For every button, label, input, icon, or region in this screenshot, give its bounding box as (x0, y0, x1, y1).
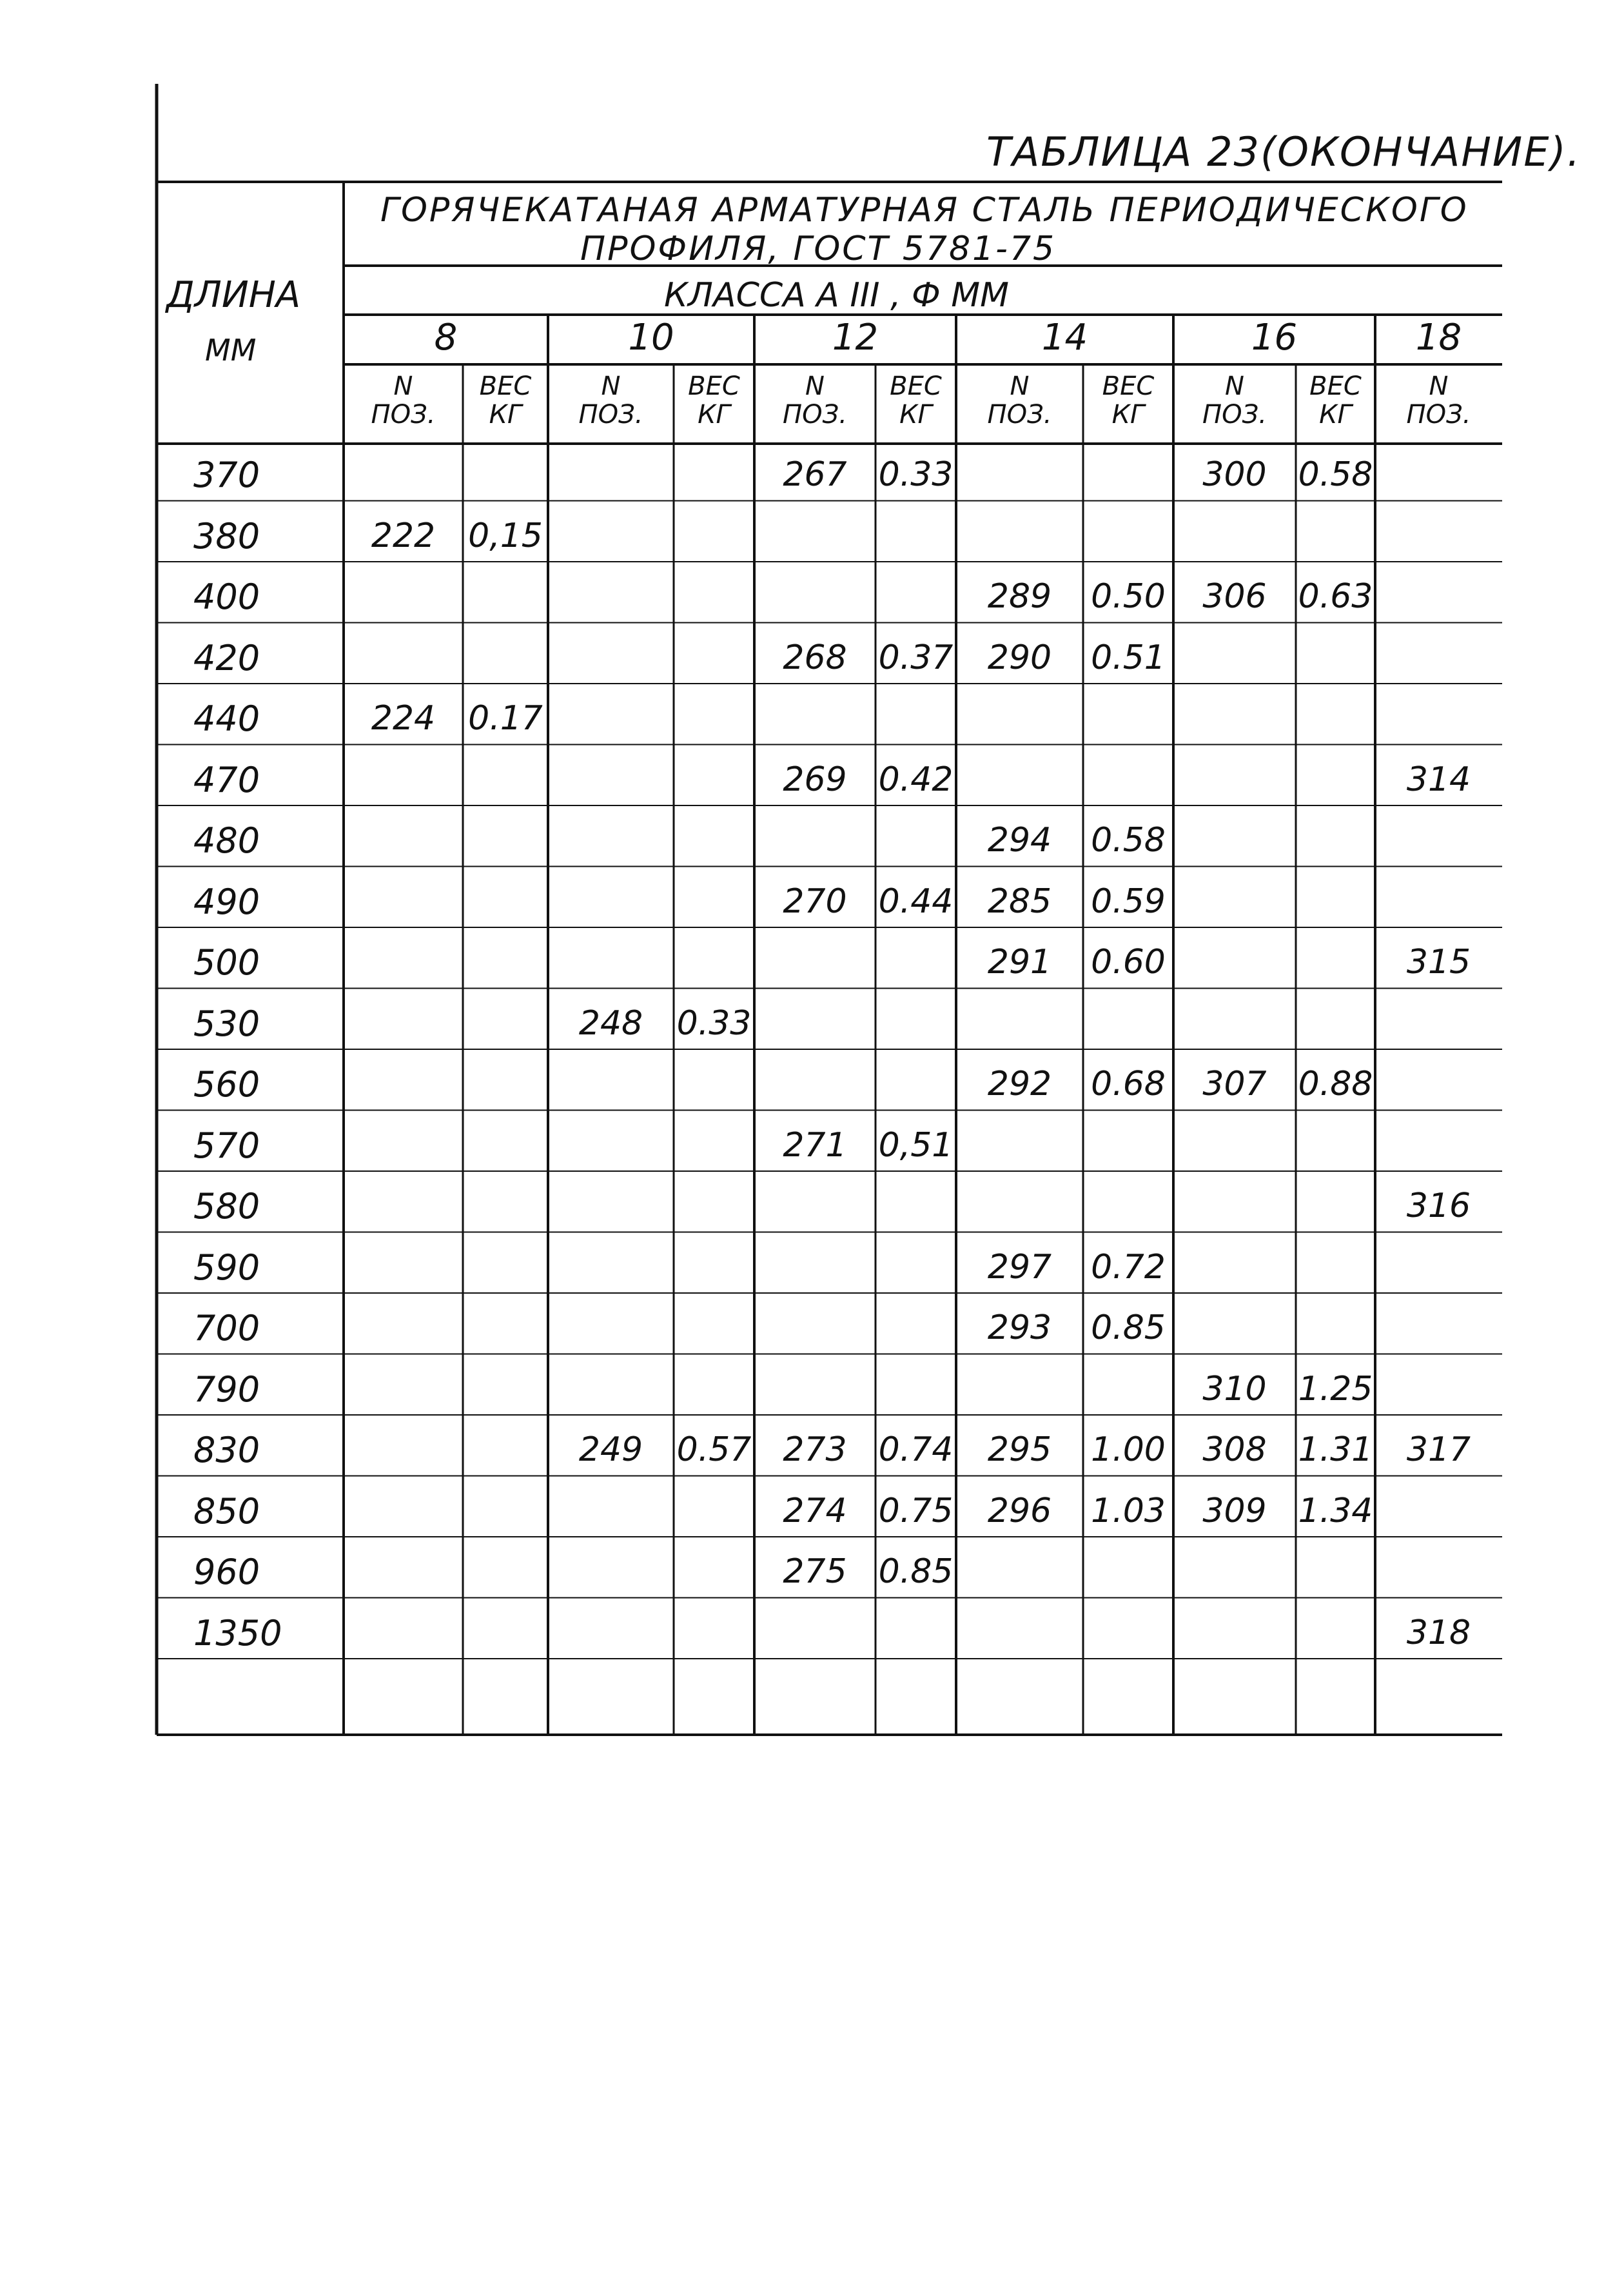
position-number: 309 (1202, 1491, 1267, 1530)
pos-header (754, 372, 876, 429)
length-value: 400 (193, 577, 260, 617)
diameter-header-10: 10 (628, 317, 674, 359)
pos-header-label: ПОЗ. (371, 400, 436, 430)
weight-header (674, 372, 754, 429)
pos-header-n: N (1429, 371, 1449, 401)
length-value: 440 (193, 698, 260, 739)
weight-value: 0.88 (1298, 1065, 1373, 1103)
weight-header-unit: КГ (899, 400, 932, 430)
group-header-line2: ПРОФИЛЯ, ГОСТ 5781-75 (580, 230, 1057, 268)
weight-value: 0.58 (1298, 455, 1373, 494)
position-number: 296 (987, 1491, 1052, 1530)
weight-header-label: ВЕС (479, 371, 532, 401)
length-value: 1350 (193, 1612, 282, 1654)
weight-value: 1.00 (1091, 1430, 1166, 1469)
pos-header-label: ПОЗ. (1406, 400, 1471, 430)
weight-value: 0,15 (468, 516, 543, 555)
position-number: 314 (1406, 760, 1471, 799)
position-number: 307 (1202, 1065, 1267, 1103)
pos-header (548, 372, 674, 429)
position-number: 297 (987, 1247, 1052, 1287)
length-value: 850 (193, 1490, 260, 1532)
position-number: 315 (1406, 943, 1471, 982)
length-value: 830 (193, 1430, 260, 1470)
position-number: 292 (987, 1065, 1052, 1103)
position-number: 293 (987, 1308, 1052, 1347)
position-number: 306 (1202, 577, 1267, 616)
length-value: 490 (193, 881, 260, 922)
length-value: 370 (193, 455, 260, 495)
pos-header-n: N (601, 371, 621, 401)
weight-header (463, 372, 548, 429)
pos-header-n: N (393, 371, 413, 401)
position-number: 249 (578, 1430, 643, 1469)
length-header-line1: ДЛИНА (166, 274, 301, 316)
weight-value: 0.57 (676, 1430, 752, 1469)
weight-value: 0.85 (1091, 1308, 1166, 1347)
group-header-line1: ГОРЯЧЕКАТАНАЯ АРМАТУРНАЯ СТАЛЬ ПЕРИОДИЧЕСКОГО (380, 191, 1469, 230)
position-number: 224 (371, 699, 436, 738)
position-number: 294 (987, 821, 1052, 860)
length-value: 420 (193, 637, 260, 678)
weight-value: 0.33 (878, 455, 954, 494)
pos-header (956, 372, 1083, 429)
position-number: 267 (783, 455, 847, 494)
weight-value: 0.58 (1091, 821, 1166, 860)
weight-header (1083, 372, 1173, 429)
position-number: 285 (987, 882, 1052, 921)
position-number: 289 (987, 577, 1052, 616)
weight-value: 0.63 (1298, 577, 1373, 616)
pos-header-label: ПОЗ. (1202, 400, 1267, 430)
weight-header (876, 372, 956, 429)
weight-value: 0.44 (878, 882, 954, 921)
position-number: 318 (1406, 1613, 1471, 1652)
weight-value: 0.42 (878, 760, 954, 799)
diameter-header-16: 16 (1251, 317, 1298, 359)
length-value: 560 (193, 1064, 260, 1105)
weight-header-unit: КГ (1111, 400, 1145, 430)
length-value: 500 (193, 942, 260, 983)
length-value: 960 (193, 1552, 260, 1592)
weight-value: 0.51 (1091, 638, 1166, 677)
length-value: 570 (193, 1125, 260, 1166)
position-number: 316 (1406, 1187, 1471, 1225)
position-number: 308 (1202, 1430, 1267, 1469)
diameter-header-14: 14 (1041, 317, 1088, 359)
weight-header-label: ВЕС (688, 371, 740, 401)
weight-value: 0.68 (1091, 1065, 1166, 1103)
weight-value: 1.03 (1091, 1491, 1166, 1530)
diameter-header-12: 12 (832, 317, 879, 359)
position-number: 290 (987, 638, 1052, 677)
position-number: 270 (783, 882, 847, 921)
weight-value: 0.33 (676, 1003, 752, 1043)
pos-header-n: N (1010, 371, 1030, 401)
length-value: 480 (193, 820, 260, 861)
weight-header-unit: КГ (1319, 400, 1352, 430)
weight-value: 0.75 (878, 1491, 954, 1530)
length-value: 530 (193, 1003, 260, 1044)
weight-value: 0,51 (878, 1125, 954, 1165)
weight-value: 0.59 (1091, 882, 1166, 921)
weight-value: 0.72 (1091, 1247, 1166, 1287)
pos-header (1375, 372, 1502, 429)
length-value: 700 (193, 1308, 260, 1348)
weight-header-label: ВЕС (1102, 371, 1155, 401)
length-value: 580 (193, 1186, 260, 1227)
weight-value: 0.37 (878, 638, 954, 677)
length-value: 590 (193, 1247, 260, 1288)
position-number: 274 (783, 1491, 847, 1530)
pos-header-n: N (1225, 371, 1244, 401)
position-number: 273 (783, 1430, 847, 1469)
position-number: 269 (783, 760, 847, 799)
length-value: 790 (193, 1368, 260, 1410)
position-number: 248 (578, 1003, 643, 1043)
position-number: 295 (987, 1430, 1052, 1469)
pos-header-label: ПОЗ. (578, 400, 643, 430)
weight-value: 0.74 (878, 1430, 954, 1469)
position-number: 275 (783, 1552, 847, 1591)
diameter-header-8: 8 (434, 317, 458, 359)
weight-header-label: ВЕС (890, 371, 942, 401)
weight-header-unit: КГ (489, 400, 522, 430)
weight-value: 0.17 (468, 699, 543, 738)
position-number: 222 (371, 516, 436, 555)
weight-value: 0.50 (1091, 577, 1166, 616)
position-number: 310 (1202, 1369, 1267, 1408)
class-header: КЛАССА А III , Ф ММ (664, 276, 1010, 315)
length-header-line2: ММ (205, 333, 257, 368)
length-value: 380 (193, 515, 260, 557)
weight-value: 1.25 (1298, 1369, 1373, 1408)
weight-header-unit: КГ (698, 400, 730, 430)
weight-value: 0.60 (1091, 943, 1166, 982)
weight-header-label: ВЕС (1309, 371, 1362, 401)
pos-header-label: ПОЗ. (987, 400, 1052, 430)
pos-header (1173, 372, 1296, 429)
weight-value: 1.34 (1298, 1491, 1373, 1530)
table-title: ТАБЛИЦА 23(ОКОНЧАНИЕ). (986, 128, 1581, 175)
position-number: 268 (783, 638, 847, 677)
diameter-header-18: 18 (1415, 317, 1462, 359)
weight-value: 1.31 (1298, 1430, 1373, 1469)
weight-header (1296, 372, 1375, 429)
weight-value: 0.85 (878, 1552, 954, 1591)
pos-header (344, 372, 463, 429)
pos-header-n: N (805, 371, 825, 401)
position-number: 271 (783, 1125, 847, 1165)
position-number: 291 (987, 943, 1052, 982)
pos-header-label: ПОЗ. (783, 400, 847, 430)
position-number: 300 (1202, 455, 1267, 494)
length-value: 470 (193, 759, 260, 800)
position-number: 317 (1406, 1430, 1471, 1469)
